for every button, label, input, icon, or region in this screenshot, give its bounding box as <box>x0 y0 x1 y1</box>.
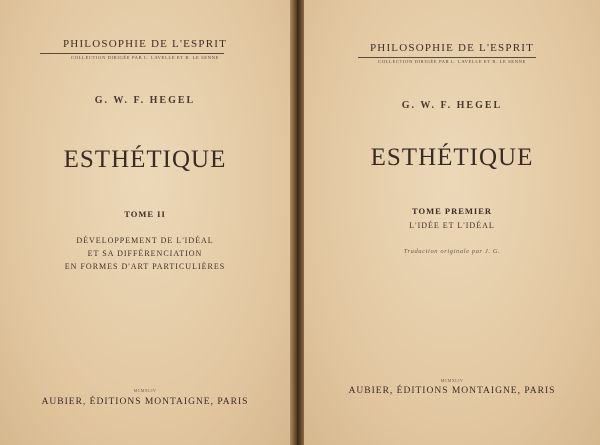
series-title: PHILOSOPHIE DE L'ESPRIT <box>369 42 535 54</box>
subtitle-line: L'IDÉE ET L'IDÉAL <box>409 221 495 230</box>
left-page <box>0 0 290 445</box>
divider-rule <box>40 53 224 54</box>
collection-line: COLLECTION DIRIGÉE PAR L. LAVELLE ET R. LE SENNE <box>378 59 526 64</box>
author-name: G. W. F. HEGEL <box>94 95 196 106</box>
author-name: G. W. F. HEGEL <box>401 100 503 111</box>
subtitle-line: EN FORMES D'ART PARTICULIÈRES <box>64 262 226 271</box>
right-page <box>304 0 600 445</box>
book-title: ESTHÉTIQUE <box>63 146 227 173</box>
subtitle-line: DÉVELOPPEMENT DE L'IDÉAL <box>76 236 214 245</box>
book-gutter <box>290 0 304 445</box>
edition-mention: MCMXLIV <box>133 388 157 393</box>
collection-line: COLLECTION DIRIGÉE PAR L. LAVELLE ET R. LE SENNE <box>71 55 219 60</box>
book-title: ESTHÉTIQUE <box>370 144 534 171</box>
edition-mention: MCMXLIV <box>440 378 464 383</box>
publisher-line: AUBIER, ÉDITIONS MONTAIGNE, PARIS <box>41 397 249 407</box>
series-title: PHILOSOPHIE DE L'ESPRIT <box>62 38 228 50</box>
tome-label: TOME PREMIER <box>411 206 493 216</box>
publisher-line: AUBIER, ÉDITIONS MONTAIGNE, PARIS <box>348 386 556 396</box>
tome-label: TOME II <box>124 209 166 219</box>
translation-credit: Traduction originale par J. G. <box>403 248 501 255</box>
divider-rule <box>358 57 536 58</box>
subtitle-line: ET SA DIFFÉRENCIATION <box>87 249 203 258</box>
